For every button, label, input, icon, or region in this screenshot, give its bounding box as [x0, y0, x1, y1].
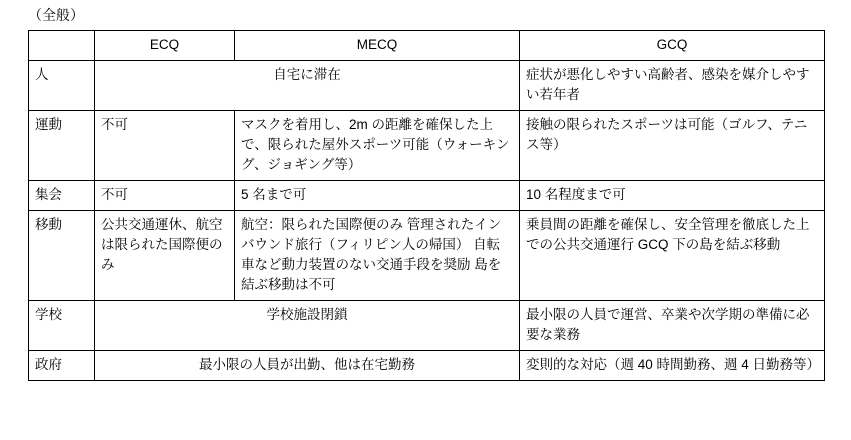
cell-school-gcq: 最小限の人員で運営、卒業や次学期の準備に必要な業務 [520, 301, 825, 351]
table-row [29, 211, 825, 301]
cell-gathering-ecq: 不可 [95, 181, 235, 211]
row-label-school: 学校 [29, 301, 95, 351]
cell-exercise-ecq: 不可 [95, 111, 235, 181]
row-label-transport: 移動 [29, 211, 95, 301]
row-label-exercise: 運動 [29, 111, 95, 181]
column-header-gcq: GCQ [520, 31, 825, 61]
column-header-blank [29, 31, 95, 61]
table-row [29, 351, 825, 381]
table-row [29, 301, 825, 351]
cell-gathering-mecq: 5 名まで可 [235, 181, 520, 211]
cell-people-ecq-mecq: 自宅に滞在 [95, 61, 520, 111]
table-header-row [29, 31, 825, 61]
quarantine-levels-table [28, 30, 825, 381]
table-header [29, 31, 825, 61]
column-header-mecq: MECQ [235, 31, 520, 61]
table-body [29, 61, 825, 381]
cell-exercise-mecq: マスクを着用し、2m の距離を確保した上で、限られた屋外スポーツ可能（ウォーキング、ジョギング等） [235, 111, 520, 181]
cell-exercise-gcq: 接触の限られたスポーツは可能（ゴルフ、テニス等） [520, 111, 825, 181]
table-row [29, 61, 825, 111]
cell-transport-ecq: 公共交通運休、航空は限られた国際便のみ [95, 211, 235, 301]
cell-transport-mecq: 航空：限られた国際便のみ 管理されたインバウンド旅行（フィリピン人の帰国） 自転車など動力装置のない交通手段を奨励 島を結ぶ移動は不可 [235, 211, 520, 301]
row-label-people: 人 [29, 61, 95, 111]
cell-government-ecq-mecq: 最小限の人員が出勤、他は在宅勤務 [95, 351, 520, 381]
column-header-ecq: ECQ [95, 31, 235, 61]
cell-people-gcq: 症状が悪化しやすい高齢者、感染を媒介しやすい若年者 [520, 61, 825, 111]
table-row [29, 111, 825, 181]
row-label-government: 政府 [29, 351, 95, 381]
cell-gathering-gcq: 10 名程度まで可 [520, 181, 825, 211]
table-caption: （全般） [28, 7, 84, 23]
cell-transport-gcq: 乗員間の距離を確保し、安全管理を徹底した上での公共交通運行 GCQ 下の島を結ぶ移動 [520, 211, 825, 301]
row-label-gathering: 集会 [29, 181, 95, 211]
table-row [29, 181, 825, 211]
cell-school-ecq-mecq: 学校施設閉鎖 [95, 301, 520, 351]
cell-government-gcq: 変則的な対応（週 40 時間勤務、週 4 日勤務等） [520, 351, 825, 381]
